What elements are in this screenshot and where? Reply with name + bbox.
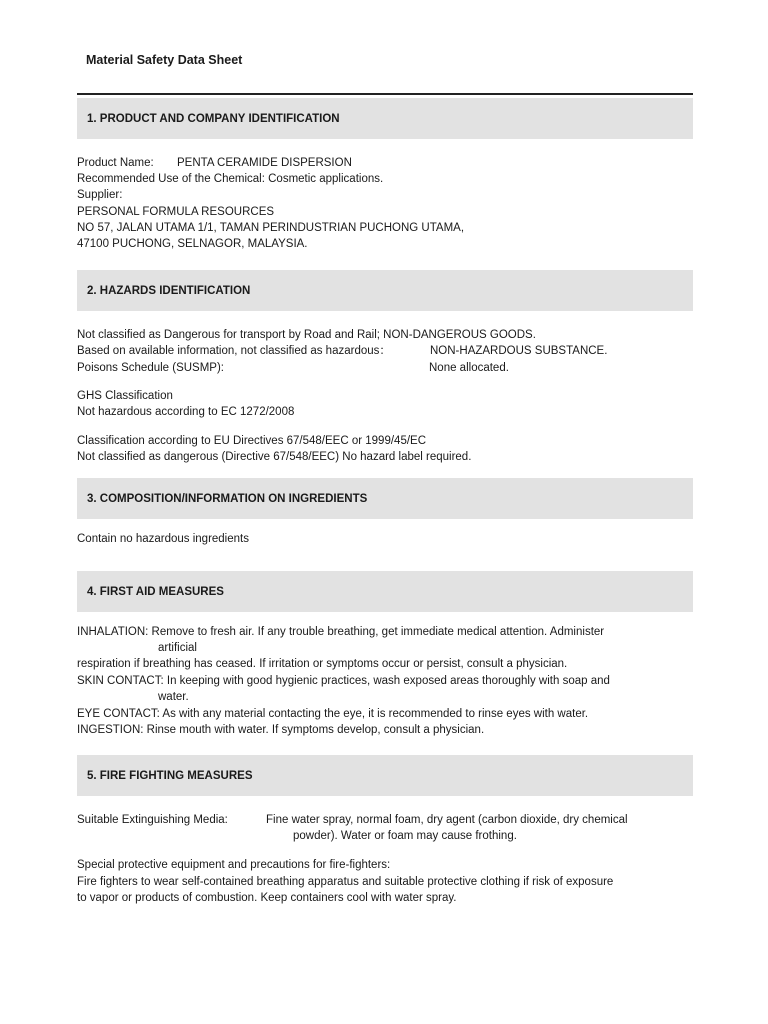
product-name-line <box>77 155 352 171</box>
product-name-label: Product Name: <box>77 157 154 169</box>
hazard-classification-value: NON-HAZARDOUS SUBSTANCE. <box>430 345 608 357</box>
ghs-classification-title: GHS Classification <box>77 390 173 402</box>
ingestion-line: INGESTION: Rinse mouth with water. If symptoms develop, consult a physician. <box>77 724 485 736</box>
poisons-schedule-line <box>77 360 509 376</box>
ghs-classification-value: Not hazardous according to EC 1272/2008 <box>77 406 295 418</box>
eu-classification-title: Classification according to EU Directives 67/548/EEC or 1999/45/EC <box>77 435 427 447</box>
special-equipment-line-1: Fire fighters to wear self-contained breathing apparatus and suitable protective clothing if risk of exposure <box>77 876 614 888</box>
supplier-name: PERSONAL FORMULA RESOURCES <box>77 206 275 218</box>
recommended-use-label: Recommended Use of the Chemical: <box>77 173 265 185</box>
extinguishing-media-line-1 <box>77 812 628 828</box>
skin-contact-line-2: water. <box>158 691 189 703</box>
hazard-classification-line <box>77 343 608 359</box>
extinguishing-media-value-1: Fine water spray, normal foam, dry agent (carbon dioxide, dry chemical <box>266 814 628 826</box>
ingredients-statement: Contain no hazardous ingredients <box>77 533 249 545</box>
recommended-use-value: Cosmetic applications. <box>268 173 384 185</box>
section-2-header: 2. HAZARDS IDENTIFICATION <box>77 270 693 311</box>
hazard-classification-label: Based on available information, not classified as hazardous： <box>77 345 391 357</box>
product-name-value: PENTA CERAMIDE DISPERSION <box>177 157 352 169</box>
section-4-header: 4. FIRST AID MEASURES <box>77 571 693 612</box>
section-5-header: 5. FIRE FIGHTING MEASURES <box>77 755 693 796</box>
inhalation-line-1: INHALATION: Remove to fresh air. If any trouble breathing, get immediate medical attention. Administer <box>77 626 605 638</box>
section-1-header: 1. PRODUCT AND COMPANY IDENTIFICATION <box>77 98 693 139</box>
extinguishing-media-label: Suitable Extinguishing Media: <box>77 814 228 826</box>
supplier-label: Supplier: <box>77 189 123 201</box>
eu-classification-value: Not classified as dangerous (Directive 67/548/EEC) No hazard label required. <box>77 451 472 463</box>
supplier-address-line-2: 47100 PUCHONG, SELNAGOR, MALAYSIA. <box>77 238 308 250</box>
eye-contact-line: EYE CONTACT: As with any material contacting the eye, it is recommended to rinse eyes with water. <box>77 708 589 720</box>
supplier-address-line-1: NO 57, JALAN UTAMA 1/1, TAMAN PERINDUSTRIAN PUCHONG UTAMA, <box>77 222 465 234</box>
document-title: Material Safety Data Sheet <box>86 53 243 67</box>
inhalation-line-3: respiration if breathing has ceased. If irritation or symptoms occur or persist, consult a physician. <box>77 658 568 670</box>
transport-classification: Not classified as Dangerous for transport by Road and Rail; NON-DANGEROUS GOODS. <box>77 329 536 341</box>
recommended-use-line <box>77 171 383 187</box>
special-equipment-title: Special protective equipment and precautions for fire-fighters: <box>77 859 391 871</box>
extinguishing-media-value-2: powder). Water or foam may cause frothing. <box>293 830 517 842</box>
special-equipment-line-2: to vapor or products of combustion. Keep containers cool with water spray. <box>77 892 457 904</box>
inhalation-line-2: artificial <box>158 642 197 654</box>
skin-contact-line-1: SKIN CONTACT: In keeping with good hygienic practices, wash exposed areas thoroughly with soap and <box>77 675 610 687</box>
title-divider <box>77 93 693 95</box>
poisons-schedule-label: Poisons Schedule (SUSMP): <box>77 362 225 374</box>
poisons-schedule-value: None allocated. <box>429 362 509 374</box>
section-3-header: 3. COMPOSITION/INFORMATION ON INGREDIENTS <box>77 478 693 519</box>
